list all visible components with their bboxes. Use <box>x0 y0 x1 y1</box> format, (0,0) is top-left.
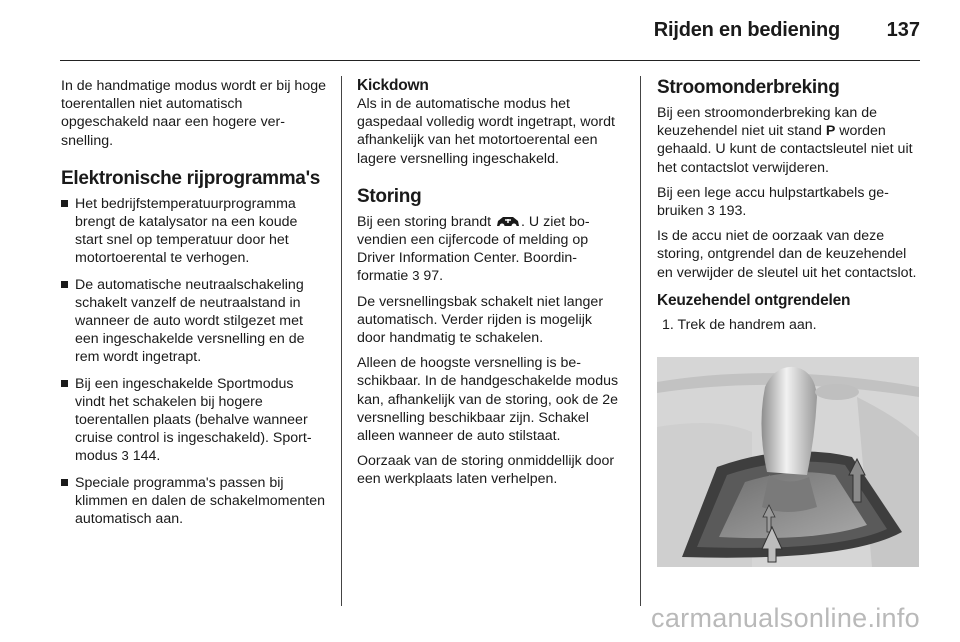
page-ref-link[interactable]: 193. <box>718 203 747 220</box>
watermark: carmanualsonline.info <box>651 603 920 633</box>
page-ref-icon: 3 <box>412 268 420 284</box>
page-ref-icon: 3 <box>121 448 129 464</box>
list-item: Het bedrijfstemperatuurprogramma brengt de katalysator na een koude start snel op temperatuur door het motortoerental te verhogen. <box>61 195 326 268</box>
section-heading-programs: Elektronische rijprogramma's <box>61 167 321 189</box>
column-divider <box>640 76 641 606</box>
page-number: 137 <box>886 19 920 41</box>
column-right <box>657 77 920 334</box>
chapter-title: Rijden en bediening <box>653 19 840 41</box>
column-divider <box>341 76 342 606</box>
section-heading-kickdown: Kickdown <box>357 77 429 94</box>
page-ref-icon: 3 <box>707 203 715 219</box>
storing-paragraph-4: Oorzaak van de storing onmiddellijk door een werkplaats laten verhelpen. <box>357 453 615 488</box>
storing-paragraph: Bij een storing brandt . U ziet bovendien een cijfercode of melding op Driver Information Center. Boordinformatie 3 97. <box>357 213 590 285</box>
position-p-label: P <box>825 123 836 140</box>
car-wrench-icon <box>495 215 521 229</box>
gear-selector-illustration <box>657 357 919 567</box>
kickdown-paragraph: Als in de automatische modus het gaspedaal volledig wordt ingetrapt, wordt afhankelijk van het motortoerental een lagere versnelling ingeschakeld. <box>357 96 615 167</box>
section-heading-unlock: Keuzehendel ontgrendelen <box>657 291 851 309</box>
storing-paragraph-2: De versnellingsbak schakelt niet langer automatisch. Verder rijden is mogelijk door handmatig te schakelen. <box>357 293 604 347</box>
list-item: Bij een ingeschakelde Sportmodus vindt het schakelen bij hogere toerentallen plaats (behalve wanneer cruise control is ingeschakeld). Sport-modus 3 144. <box>61 375 326 466</box>
intro-paragraph: In de handmatige modus wordt er bij hoge toerentallen niet automatisch opgeschakeld naar een hogere versnelling. <box>61 78 326 149</box>
page-ref-link[interactable]: 144. <box>132 448 161 465</box>
column-middle <box>357 77 622 496</box>
page-header <box>60 0 920 61</box>
page-ref-link[interactable]: 97. <box>423 268 444 285</box>
jumpstart-paragraph: Bij een lege accu hulpstartkabels gebruiken 3 193. <box>657 184 889 220</box>
storing-paragraph-3: Alleen de hoogste versnelling is beschikbaar. In de handgeschakelde modus kan, afhankelijk van de storing, ook de 2e versnelling beschikbaar zijn. Schakel alleen wanneer de auto stilstaat. <box>357 355 619 445</box>
section-heading-storing: Storing <box>357 185 422 207</box>
gear-selector-icon <box>657 357 919 567</box>
power-paragraph: Bij een stroomonderbreking kan de keuzehendel niet uit stand P worden gehaald. U kunt de contactsleutel niet uit het contactslot verwijderen. <box>657 105 913 176</box>
list-item: De automatische neutraalschakeling schakelt vanzelf de neutraalstand in wanneer de auto wordt stilgezet met een ingeschakelde versnelling en de rem wordt ingetrapt. <box>61 276 326 367</box>
step-number: 1. <box>662 316 674 333</box>
step-item <box>657 316 920 334</box>
square-bullet-icon <box>61 281 68 288</box>
square-bullet-icon <box>61 380 68 387</box>
unlock-paragraph: Is de accu niet de oorzaak van deze storing, ontgrendel dan de keuzehendel en verwijder de sleutel uit het contactslot. <box>657 228 917 281</box>
program-list <box>61 195 326 528</box>
column-left <box>61 77 326 536</box>
square-bullet-icon <box>61 200 68 207</box>
step-text: Trek de handrem aan. <box>677 316 817 333</box>
square-bullet-icon <box>61 479 68 486</box>
list-item: Speciale programma's passen bij klimmen en dalen de schakelmomenten automatisch aan. <box>61 474 326 529</box>
section-heading-power: Stroomonderbreking <box>657 77 840 98</box>
